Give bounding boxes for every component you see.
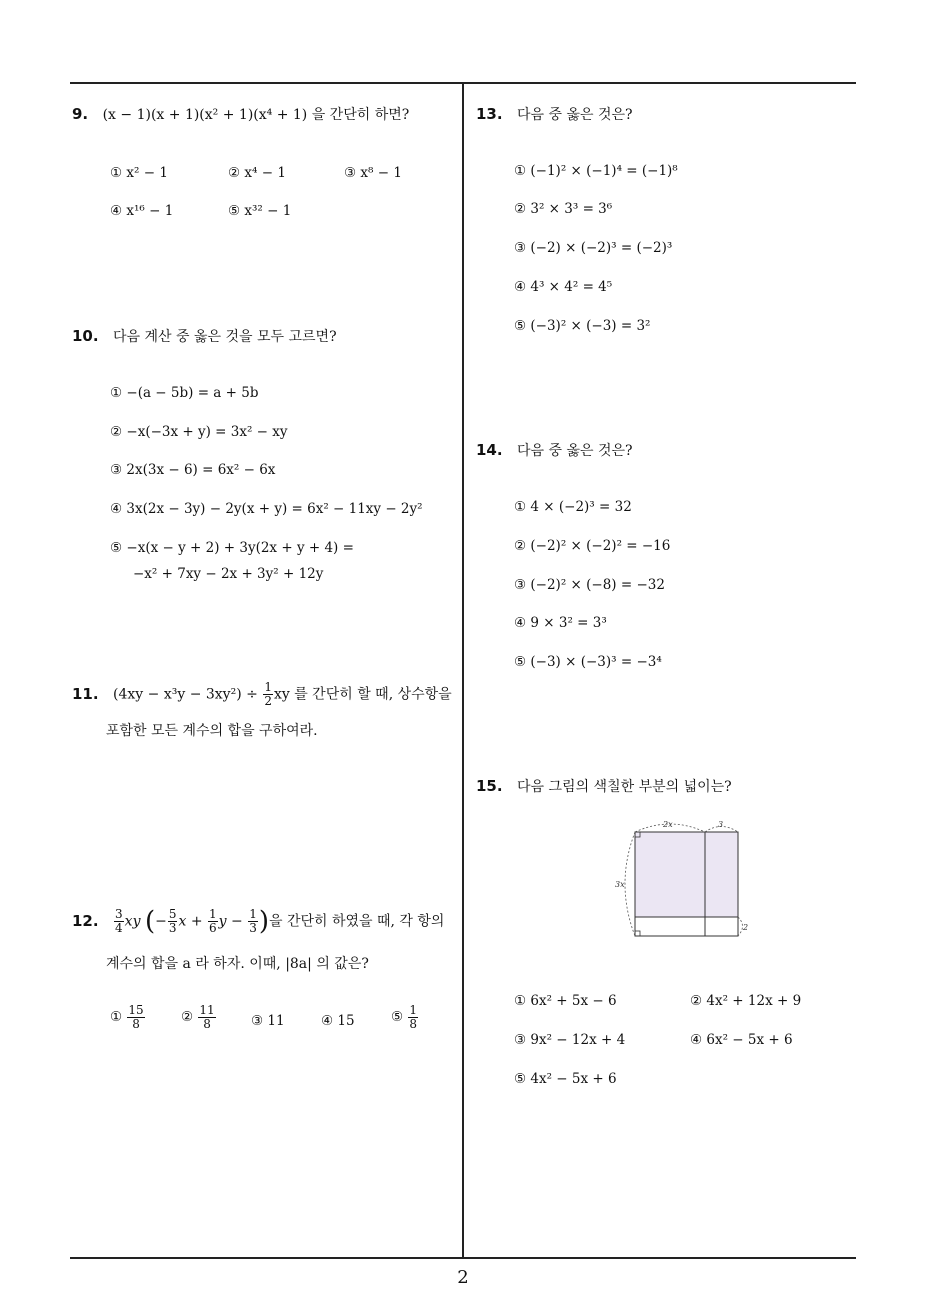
question-number: 12. xyxy=(72,911,99,930)
fraction: $\frac{3}{4}$ xyxy=(115,907,123,935)
question-text: 다음 중 옳은 것은? xyxy=(517,443,633,459)
term: xy xyxy=(124,913,141,930)
option-3[interactable]: ③ (−2)² × (−8) = −32 xyxy=(514,577,665,593)
minus-sign: − xyxy=(155,913,167,930)
option-1[interactable]: ① (−1)² × (−1)⁴ = (−1)⁸ xyxy=(514,163,678,179)
option-3[interactable]: ③ x⁸ − 1 xyxy=(344,165,402,181)
question-10 xyxy=(72,326,337,347)
term: x + xyxy=(178,913,203,930)
question-13 xyxy=(476,104,633,125)
option-4[interactable]: ④ 15 xyxy=(321,1013,355,1029)
option-1[interactable]: ① x² − 1 xyxy=(110,165,168,181)
option-5[interactable]: ⑤ $\frac{1}{8}$ xyxy=(391,1003,418,1031)
label-2: 2 xyxy=(743,923,749,932)
page-number: 2 xyxy=(457,1267,469,1288)
option-2[interactable]: ② 3² × 3³ = 3⁶ xyxy=(514,201,613,217)
question-14 xyxy=(476,440,633,461)
option-5[interactable]: ⑤ (−3)² × (−3) = 3² xyxy=(514,318,651,334)
question-text: xy 를 간단히 할 때, 상수항을 xyxy=(273,686,452,703)
question-9 xyxy=(72,104,409,125)
brace-3x xyxy=(625,832,635,936)
option-2[interactable]: ② x⁴ − 1 xyxy=(228,165,286,181)
option-4[interactable]: ④ x¹⁶ − 1 xyxy=(110,203,174,219)
question-12 xyxy=(72,908,444,935)
option-3[interactable]: ③ 9x² − 12x + 4 xyxy=(514,1032,626,1048)
option-2[interactable]: ② −x(−3x + y) = 3x² − xy xyxy=(110,424,288,440)
option-3[interactable]: ③ (−2) × (−2)³ = (−2)³ xyxy=(514,240,673,256)
option-1[interactable]: ① −(a − 5b) = a + 5b xyxy=(110,385,259,401)
brace-2 xyxy=(738,917,743,936)
right-paren: ) xyxy=(258,906,269,937)
shaded-region xyxy=(635,832,738,917)
option-5[interactable]: ⑤ x³² − 1 xyxy=(228,203,292,219)
option-2[interactable]: ② $\frac{11}{8}$ xyxy=(181,1003,215,1031)
area-figure xyxy=(610,812,760,947)
option-3[interactable]: ③ 2x(3x − 6) = 6x² − 6x xyxy=(110,462,276,478)
option-4[interactable]: ④ 6x² − 5x + 6 xyxy=(690,1032,793,1048)
option-1[interactable]: ① 4 × (−2)³ = 32 xyxy=(514,499,632,515)
question-number: 9. xyxy=(72,105,89,123)
question-number: 14. xyxy=(476,441,503,459)
question-12-line2: 계수의 합을 a 라 하자. 이때, |8a| 의 값은? xyxy=(106,956,369,972)
fraction: $\frac{1}{2}$ xyxy=(264,680,272,708)
option-1[interactable]: ① 6x² + 5x − 6 xyxy=(514,993,617,1009)
column-divider xyxy=(462,82,464,1258)
question-number: 10. xyxy=(72,327,99,345)
fraction: $\frac{1}{3}$ xyxy=(249,907,257,935)
question-number: 11. xyxy=(72,684,99,703)
question-15 xyxy=(476,776,732,797)
question-text: 다음 그림의 색칠한 부분의 넓이는? xyxy=(517,779,732,795)
option-2[interactable]: ② (−2)² × (−2)² = −16 xyxy=(514,538,671,554)
fraction: $\frac{5}{3}$ xyxy=(168,907,177,935)
corner-mark xyxy=(635,931,640,936)
question-11 xyxy=(72,681,452,708)
option-1[interactable]: ① $\frac{15}{8}$ xyxy=(110,1003,144,1031)
option-5[interactable]: ⑤ 4x² − 5x + 6 xyxy=(514,1071,617,1087)
term: y − xyxy=(218,913,243,930)
option-3[interactable]: ③ 11 xyxy=(251,1013,285,1029)
question-11-line2: 포함한 모든 계수의 합을 구하여라. xyxy=(106,723,318,739)
label-2x: 2x xyxy=(663,820,673,829)
question-text: 다음 중 옳은 것은? xyxy=(517,107,633,123)
option-5[interactable]: ⑤ −x(x − y + 2) + 3y(2x + y + 4) = xyxy=(110,540,354,556)
option-5-continued: −x² + 7xy − 2x + 3y² + 12y xyxy=(133,566,324,582)
option-4[interactable]: ④ 9 × 3² = 3³ xyxy=(514,615,607,631)
left-paren: ( xyxy=(144,906,156,937)
question-text: 다음 계산 중 옳은 것을 모두 고르면? xyxy=(113,329,337,345)
question-text: (x − 1)(x + 1)(x² + 1)(x⁴ + 1) 을 간단히 하면? xyxy=(102,107,410,123)
question-expression: (4xy − x³y − 3xy²) ÷ xyxy=(113,686,258,703)
fraction: $\frac{1}{6}$ xyxy=(209,907,217,935)
option-5[interactable]: ⑤ (−3) × (−3)³ = −3⁴ xyxy=(514,654,662,670)
question-number: 15. xyxy=(476,777,503,795)
option-4[interactable]: ④ 4³ × 4² = 4⁵ xyxy=(514,279,613,295)
label-3x: 3x xyxy=(615,880,625,889)
option-4[interactable]: ④ 3x(2x − 3y) − 2y(x + y) = 6x² − 11xy − 2y² xyxy=(110,501,423,517)
label-3: 3 xyxy=(718,820,724,829)
option-2[interactable]: ② 4x² + 12x + 9 xyxy=(690,993,802,1009)
question-number: 13. xyxy=(476,105,503,123)
question-text: 을 간단히 하였을 때, 각 항의 xyxy=(268,913,445,930)
